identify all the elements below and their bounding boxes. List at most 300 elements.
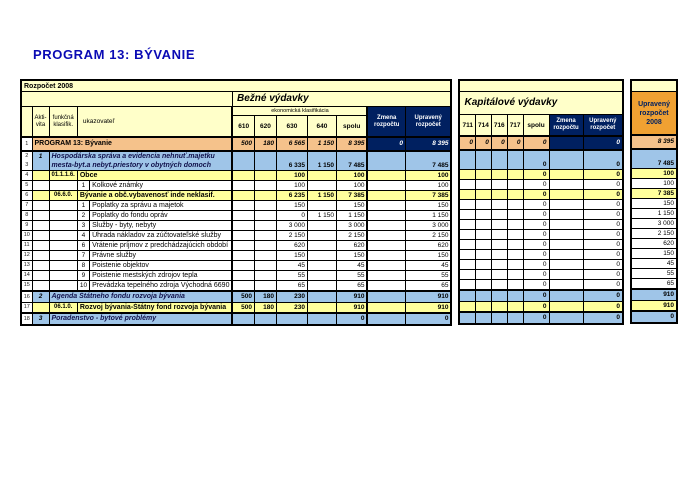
cell-kap-spolu: 0: [523, 200, 549, 210]
cell-kap-zmena-rozpoctu: [549, 250, 583, 260]
cell-630: [276, 151, 307, 161]
table-row: [631, 249, 677, 259]
cell-kap-upraveny-rozpocet: 0: [583, 210, 623, 220]
table-row: [21, 201, 451, 211]
cell-upraveny-rozpocet: 150: [405, 251, 451, 261]
table-row: [21, 151, 451, 161]
row-label: Služby - byty, nebyty: [90, 221, 233, 231]
cell-711: 0: [459, 136, 475, 150]
cell-funkcna-klasifikacia: [49, 201, 77, 211]
cell-630: 0: [276, 211, 307, 221]
cell-620: [254, 181, 276, 191]
row-label: Poplatky do fondu opráv: [90, 211, 233, 221]
cell-630: 2 150: [276, 231, 307, 241]
cell-spolu: 7 385: [336, 191, 367, 201]
row-number: 2: [21, 151, 32, 161]
row-label: Hospodárska správa a evidencia nehnuť.majetku: [49, 151, 232, 161]
table-row: [459, 220, 623, 230]
row-label: Kolkové známky: [90, 181, 233, 191]
cell-620: [254, 313, 276, 325]
row-number: 9: [21, 221, 32, 231]
cell-zmena-rozpoctu: [367, 261, 405, 271]
table-row: [459, 160, 623, 170]
cell-610: [232, 261, 254, 271]
row-label: Agenda Štátneho fondu rozvoja bývania: [49, 291, 232, 303]
cell-kap-upraveny-rozpocet: 0: [583, 250, 623, 260]
row-number: 8: [21, 211, 32, 221]
cell-upraveny-rozpocet: 7 485: [405, 161, 451, 171]
table-row: [21, 221, 451, 231]
table-row: [459, 240, 623, 250]
cell-zmena-rozpoctu: [367, 181, 405, 191]
cell-zmena-rozpoctu: 0: [367, 137, 405, 151]
kap-section-row: [459, 92, 623, 115]
cell-620: [254, 211, 276, 221]
cell-610: [232, 281, 254, 292]
cell-610: [232, 271, 254, 281]
cell-aktivita: [32, 221, 49, 231]
cell-630: 3 000: [276, 221, 307, 231]
cell-716: [491, 270, 507, 280]
cell-714: [475, 302, 491, 313]
cell-kap-upraveny-rozpocet: 0: [583, 230, 623, 240]
cell-714: [475, 180, 491, 190]
cell-kap-spolu: 0: [523, 210, 549, 220]
cell-upraveny-rozpocet: 910: [405, 291, 451, 303]
cell-zmena-rozpoctu: [367, 313, 405, 325]
cell-kap-spolu: 0: [523, 190, 549, 200]
cell-item-number: 1: [77, 201, 89, 211]
cell-610: [232, 181, 254, 191]
cell-630: 230: [276, 291, 307, 303]
cell-630: 45: [276, 261, 307, 271]
cell-716: [491, 250, 507, 260]
table-row: [631, 239, 677, 249]
cell-zmena-rozpoctu: [367, 281, 405, 292]
cell-kap-upraveny-rozpocet: 0: [583, 260, 623, 270]
cell-716: [491, 200, 507, 210]
cell-zmena-rozpoctu: [367, 151, 405, 161]
row-number: 16: [21, 291, 32, 303]
table-row: [631, 259, 677, 269]
code-717: 717: [507, 115, 523, 137]
budget-year-row: [21, 80, 451, 92]
cell-716: [491, 290, 507, 302]
cell-upraveny-rozpocet-2008: 7 485: [631, 159, 677, 169]
upraveny-rozpocet-2008-table: [630, 79, 678, 324]
cell-620: [254, 231, 276, 241]
cell-funkcna-klasifikacia: 06.6.0.: [49, 191, 77, 201]
table-row: [631, 289, 677, 301]
cell-711: [459, 170, 475, 180]
table-row: [21, 181, 451, 191]
cell-aktivita: [32, 231, 49, 241]
cell-kap-zmena-rozpoctu: [549, 150, 583, 160]
row-label: Bývanie a obč.vybavenosť inde neklasif.: [77, 191, 232, 201]
page-title: PROGRAM 13: BÝVANIE: [33, 47, 196, 62]
table-row: [21, 211, 451, 221]
cell-funkcna-klasifikacia: [49, 251, 77, 261]
cell-upraveny-rozpocet-2008: 150: [631, 199, 677, 209]
cell-aktivita: [32, 161, 49, 171]
budget-tables: [20, 79, 700, 326]
cell-620: [254, 261, 276, 271]
cell-upraveny-rozpocet: 150: [405, 201, 451, 211]
cell-640: [307, 313, 336, 325]
cell-610: [232, 151, 254, 161]
cell-714: [475, 220, 491, 230]
main-table-body: [21, 137, 451, 325]
cell-kap-upraveny-rozpocet: 0: [583, 312, 623, 324]
cell-630: 6 565: [276, 137, 307, 151]
cell-kap-upraveny-rozpocet: 0: [583, 290, 623, 302]
cell-640: [307, 151, 336, 161]
cell-spolu: 100: [336, 171, 367, 181]
cell-kap-spolu: 0: [523, 170, 549, 180]
cell-714: [475, 170, 491, 180]
cell-item-number: 8: [77, 261, 89, 271]
code-630: 630: [276, 116, 307, 138]
cell-714: [475, 160, 491, 170]
cell-upraveny-rozpocet-2008: 55: [631, 269, 677, 279]
cell-610: 500: [232, 303, 254, 314]
cell-711: [459, 150, 475, 160]
cell-630: 100: [276, 181, 307, 191]
cell-717: [507, 220, 523, 230]
cell-711: [459, 220, 475, 230]
cell-item-number: 3: [77, 221, 89, 231]
cell-aktivita: [32, 241, 49, 251]
cell-upraveny-rozpocet: [405, 151, 451, 161]
code-610: 610: [232, 116, 254, 138]
cell-716: [491, 230, 507, 240]
cell-630: 230: [276, 303, 307, 314]
cell-item-number: 2: [77, 211, 89, 221]
cell-717: [507, 290, 523, 302]
cell-kap-spolu: 0: [523, 136, 549, 150]
upraveny-header: Upravený rozpočet: [405, 107, 451, 138]
cell-item-number: 4: [77, 231, 89, 241]
cell-kap-zmena-rozpoctu: [549, 190, 583, 200]
cell-zmena-rozpoctu: [367, 191, 405, 201]
table-row: [459, 210, 623, 220]
cell-711: [459, 240, 475, 250]
cell-610: [232, 201, 254, 211]
cell-funkcna-klasifikacia: [49, 271, 77, 281]
ekonomicka-header: ekonomická klasifikácia: [232, 107, 367, 116]
cell-640: [307, 251, 336, 261]
cell-spolu: 620: [336, 241, 367, 251]
cell-upraveny-rozpocet: 2 150: [405, 231, 451, 241]
cell-717: [507, 150, 523, 160]
cell-714: [475, 290, 491, 302]
cell-716: [491, 312, 507, 324]
cell-upraveny-rozpocet-2008: 0: [631, 311, 677, 323]
kap-strip-row: [459, 80, 623, 92]
cell-funkcna-klasifikacia: [49, 241, 77, 251]
cell-upraveny-rozpocet-2008: 1 150: [631, 209, 677, 219]
cell-aktivita: 3: [32, 313, 49, 325]
row-label: Právne služby: [90, 251, 233, 261]
cell-640: 1 150: [307, 137, 336, 151]
cell-spolu: [336, 151, 367, 161]
cell-711: [459, 180, 475, 190]
table-row: [631, 169, 677, 179]
cell-aktivita: 1: [32, 151, 49, 161]
cell-upraveny-rozpocet-2008: 910: [631, 301, 677, 312]
cell-upraveny-rozpocet-2008: 620: [631, 239, 677, 249]
cell-717: [507, 200, 523, 210]
table-row: [21, 191, 451, 201]
cell-kap-spolu: 0: [523, 240, 549, 250]
code-620: 620: [254, 116, 276, 138]
table-row: [631, 279, 677, 290]
cell-717: [507, 260, 523, 270]
cell-717: [507, 230, 523, 240]
table-row: [21, 241, 451, 251]
cell-kap-upraveny-rozpocet: 0: [583, 180, 623, 190]
cell-kap-upraveny-rozpocet: 0: [583, 136, 623, 150]
table-row: [459, 150, 623, 160]
cell-630: [276, 313, 307, 325]
code-kap-spolu: spolu: [523, 115, 549, 137]
cell-610: [232, 231, 254, 241]
cell-funkcna-klasifikacia: [49, 181, 77, 191]
table-row: [459, 290, 623, 302]
table-row: [21, 261, 451, 271]
cell-630: 100: [276, 171, 307, 181]
row-number: 1: [21, 137, 32, 151]
cell-630: 55: [276, 271, 307, 281]
cell-spolu: 3 000: [336, 221, 367, 231]
cell-kap-zmena-rozpoctu: [549, 302, 583, 313]
cell-630: 150: [276, 201, 307, 211]
orange-table-body: [631, 135, 677, 323]
cell-spolu: 100: [336, 181, 367, 191]
cell-funkcna-klasifikacia: [49, 231, 77, 241]
ukazovatel-header: ukazovateľ: [77, 107, 232, 138]
cell-spolu: 0: [336, 313, 367, 325]
cell-aktivita: [32, 171, 49, 181]
row-number: 15: [21, 281, 32, 292]
cell-aktivita: 2: [32, 291, 49, 303]
bezne-vydavky-title: Bežné výdavky: [232, 92, 451, 107]
row-number: 11: [21, 241, 32, 251]
cell-upraveny-rozpocet-2008: 100: [631, 169, 677, 179]
orange-strip-row: [631, 80, 677, 92]
table-row: [459, 190, 623, 200]
code-640: 640: [307, 116, 336, 138]
cell-640: [307, 181, 336, 191]
table-row: [459, 302, 623, 313]
cell-620: [254, 171, 276, 181]
cell-717: [507, 312, 523, 324]
cell-714: [475, 150, 491, 160]
cell-714: [475, 260, 491, 270]
cell-620: 180: [254, 137, 276, 151]
cell-aktivita: [32, 191, 49, 201]
table-row: [21, 271, 451, 281]
cell-kap-spolu: 0: [523, 280, 549, 291]
cell-711: [459, 200, 475, 210]
cell-kap-zmena-rozpoctu: [549, 210, 583, 220]
cell-630: 150: [276, 251, 307, 261]
cell-spolu: 150: [336, 251, 367, 261]
cell-kap-spolu: 0: [523, 220, 549, 230]
cell-640: [307, 303, 336, 314]
cell-640: 1 150: [307, 211, 336, 221]
cell-kap-upraveny-rozpocet: 0: [583, 302, 623, 313]
table-row: [631, 189, 677, 199]
row-number: 6: [21, 191, 32, 201]
table-row: [459, 260, 623, 270]
code-716: 716: [491, 115, 507, 137]
row-label: Prevádzka tepelného zdroja Východná 6690: [90, 281, 233, 292]
cell-kap-zmena-rozpoctu: [549, 280, 583, 291]
cell-upraveny-rozpocet: 65: [405, 281, 451, 292]
cell-716: [491, 190, 507, 200]
cell-717: [507, 250, 523, 260]
row-number: 3: [21, 161, 32, 171]
cell-630: 6 235: [276, 191, 307, 201]
table-row: [631, 159, 677, 169]
cell-610: [232, 251, 254, 261]
header-spacer: [21, 92, 232, 107]
cell-kap-upraveny-rozpocet: 0: [583, 270, 623, 280]
table-row: [459, 270, 623, 280]
cell-610: [232, 191, 254, 201]
cell-714: [475, 240, 491, 250]
table-row: [21, 251, 451, 261]
row-label: Poistenie mestských zdrojov tepla: [90, 271, 233, 281]
table-row: [631, 199, 677, 209]
orange-strip: [631, 80, 677, 92]
table-row: [459, 230, 623, 240]
cell-711: [459, 290, 475, 302]
cell-kap-upraveny-rozpocet: 0: [583, 200, 623, 210]
cell-item-number: 6: [77, 241, 89, 251]
table-row: [631, 269, 677, 279]
cell-610: 500: [232, 291, 254, 303]
cell-spolu: 150: [336, 201, 367, 211]
cell-upraveny-rozpocet: 3 000: [405, 221, 451, 231]
cell-item-number: 9: [77, 271, 89, 281]
row-number: 17: [21, 303, 32, 314]
cell-716: [491, 170, 507, 180]
cell-upraveny-rozpocet: 0: [405, 313, 451, 325]
cell-716: [491, 280, 507, 291]
cell-620: [254, 221, 276, 231]
cell-610: [232, 313, 254, 325]
cell-upraveny-rozpocet-2008: 7 385: [631, 189, 677, 199]
table-row: [631, 179, 677, 189]
section-row: [21, 92, 451, 107]
cell-716: [491, 180, 507, 190]
cell-zmena-rozpoctu: [367, 251, 405, 261]
cell-funkcna-klasifikacia: [49, 211, 77, 221]
cell-kap-spolu: 0: [523, 250, 549, 260]
cell-620: 180: [254, 291, 276, 303]
cell-640: 1 150: [307, 161, 336, 171]
cell-711: [459, 302, 475, 313]
cell-kap-spolu: 0: [523, 270, 549, 280]
cell-kap-spolu: 0: [523, 180, 549, 190]
cell-zmena-rozpoctu: [367, 241, 405, 251]
cell-spolu: 65: [336, 281, 367, 292]
cell-upraveny-rozpocet-2008: 65: [631, 279, 677, 290]
cell-aktivita: [32, 271, 49, 281]
cell-aktivita: [32, 201, 49, 211]
row-number: 13: [21, 261, 32, 271]
cell-716: [491, 210, 507, 220]
table-row: [21, 281, 451, 292]
cell-610: 500: [232, 137, 254, 151]
row-label: Úhrada nákladov za zúčtovateľské služby: [90, 231, 233, 241]
cell-spolu: 910: [336, 291, 367, 303]
cell-716: [491, 150, 507, 160]
cell-kap-upraveny-rozpocet: 0: [583, 170, 623, 180]
row-number: 4: [21, 171, 32, 181]
cell-zmena-rozpoctu: [367, 171, 405, 181]
cell-711: [459, 250, 475, 260]
kap-code-row: [459, 115, 623, 137]
cell-640: [307, 291, 336, 303]
cell-kap-upraveny-rozpocet: 0: [583, 190, 623, 200]
cell-kap-spolu: 0: [523, 260, 549, 270]
cell-upraveny-rozpocet: 55: [405, 271, 451, 281]
row-label: mesta-byt.a nebyt.priestory v obytných domoch: [49, 161, 232, 171]
code-711: 711: [459, 115, 475, 137]
cell-714: [475, 312, 491, 324]
aktivita-header: Akti- vita: [32, 107, 49, 138]
row-number: 18: [21, 313, 32, 325]
cell-kap-spolu: 0: [523, 290, 549, 302]
cell-640: [307, 231, 336, 241]
cell-630: 65: [276, 281, 307, 292]
cell-620: [254, 151, 276, 161]
cell-upraveny-rozpocet-2008: 2 150: [631, 229, 677, 239]
cell-640: [307, 271, 336, 281]
table-row: [631, 149, 677, 159]
kap-strip: [459, 80, 623, 92]
cell-717: [507, 302, 523, 313]
orange-header-row: [631, 92, 677, 136]
table-row: [21, 291, 451, 303]
cell-716: [491, 240, 507, 250]
row-number: 12: [21, 251, 32, 261]
cell-717: [507, 240, 523, 250]
cell-kap-zmena-rozpoctu: [549, 136, 583, 150]
cell-kap-zmena-rozpoctu: [549, 312, 583, 324]
cell-upraveny-rozpocet: 45: [405, 261, 451, 271]
cell-upraveny-rozpocet: 100: [405, 171, 451, 181]
cell-aktivita: [32, 303, 49, 314]
cell-aktivita: [32, 251, 49, 261]
cell-717: [507, 160, 523, 170]
cell-spolu: 910: [336, 303, 367, 314]
cell-620: [254, 201, 276, 211]
cell-640: [307, 261, 336, 271]
cell-spolu: 2 150: [336, 231, 367, 241]
cell-aktivita: [32, 211, 49, 221]
cell-610: [232, 241, 254, 251]
row-label: Poradenstvo - bytové problémy: [49, 313, 232, 325]
cell-714: [475, 250, 491, 260]
cell-717: [507, 280, 523, 291]
cell-upraveny-rozpocet-2008: [631, 149, 677, 159]
cell-714: [475, 270, 491, 280]
cell-716: 0: [491, 136, 507, 150]
